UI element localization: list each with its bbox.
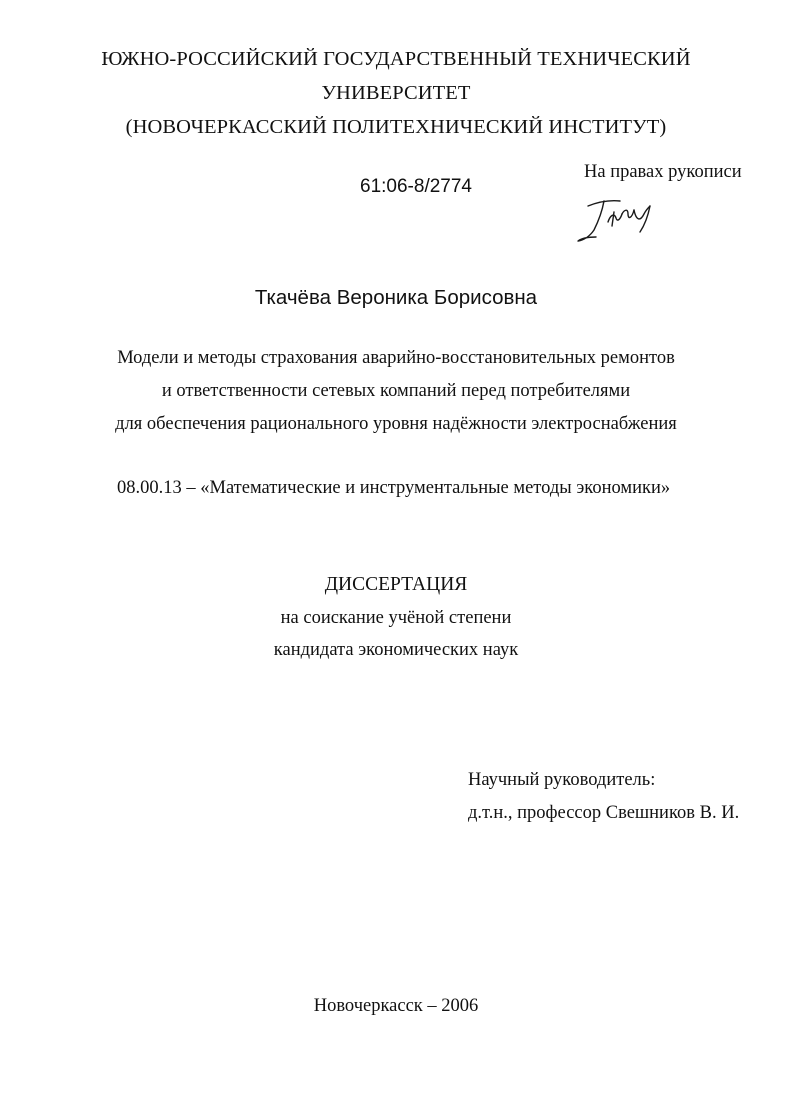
- document-type-heading: ДИССЕРТАЦИЯ: [324, 574, 468, 595]
- supervisor-name: д.т.н., профессор Свешников В. И.: [468, 803, 740, 823]
- university-name-line-2: УНИВЕРСИТЕТ: [321, 82, 471, 104]
- manuscript-rights-note: На правах рукописи: [584, 162, 742, 182]
- dissertation-title-line-3: для обеспечения рационального уровня надёжности электроснабжения: [115, 414, 677, 434]
- university-name-line-3: (НОВОЧЕРКАССКИЙ ПОЛИТЕХНИЧЕСКИЙ ИНСТИТУТ): [125, 116, 667, 138]
- degree-purpose-line-1: на соискание учёной степени: [280, 608, 512, 628]
- signature-icon: [574, 192, 658, 248]
- degree-purpose-line-2: кандидата экономических наук: [273, 640, 519, 660]
- dissertation-title-line-1: Модели и методы страхования аварийно-восстановительных ремонтов: [117, 348, 675, 368]
- author-name: Ткачёва Вероника Борисовна: [254, 286, 538, 309]
- university-name-line-1: ЮЖНО-РОССИЙСКИЙ ГОСУДАРСТВЕННЫЙ ТЕХНИЧЕСКИЙ: [101, 48, 691, 70]
- specialty-code: 08.00.13 – «Математические и инструментальные методы экономики»: [117, 478, 671, 498]
- dissertation-title-line-2: и ответственности сетевых компаний перед потребителями: [161, 381, 631, 401]
- supervisor-label: Научный руководитель:: [468, 770, 656, 790]
- library-stamp-code: 61:06-8/2774: [360, 176, 472, 197]
- city-year: Новочеркасск – 2006: [313, 996, 479, 1016]
